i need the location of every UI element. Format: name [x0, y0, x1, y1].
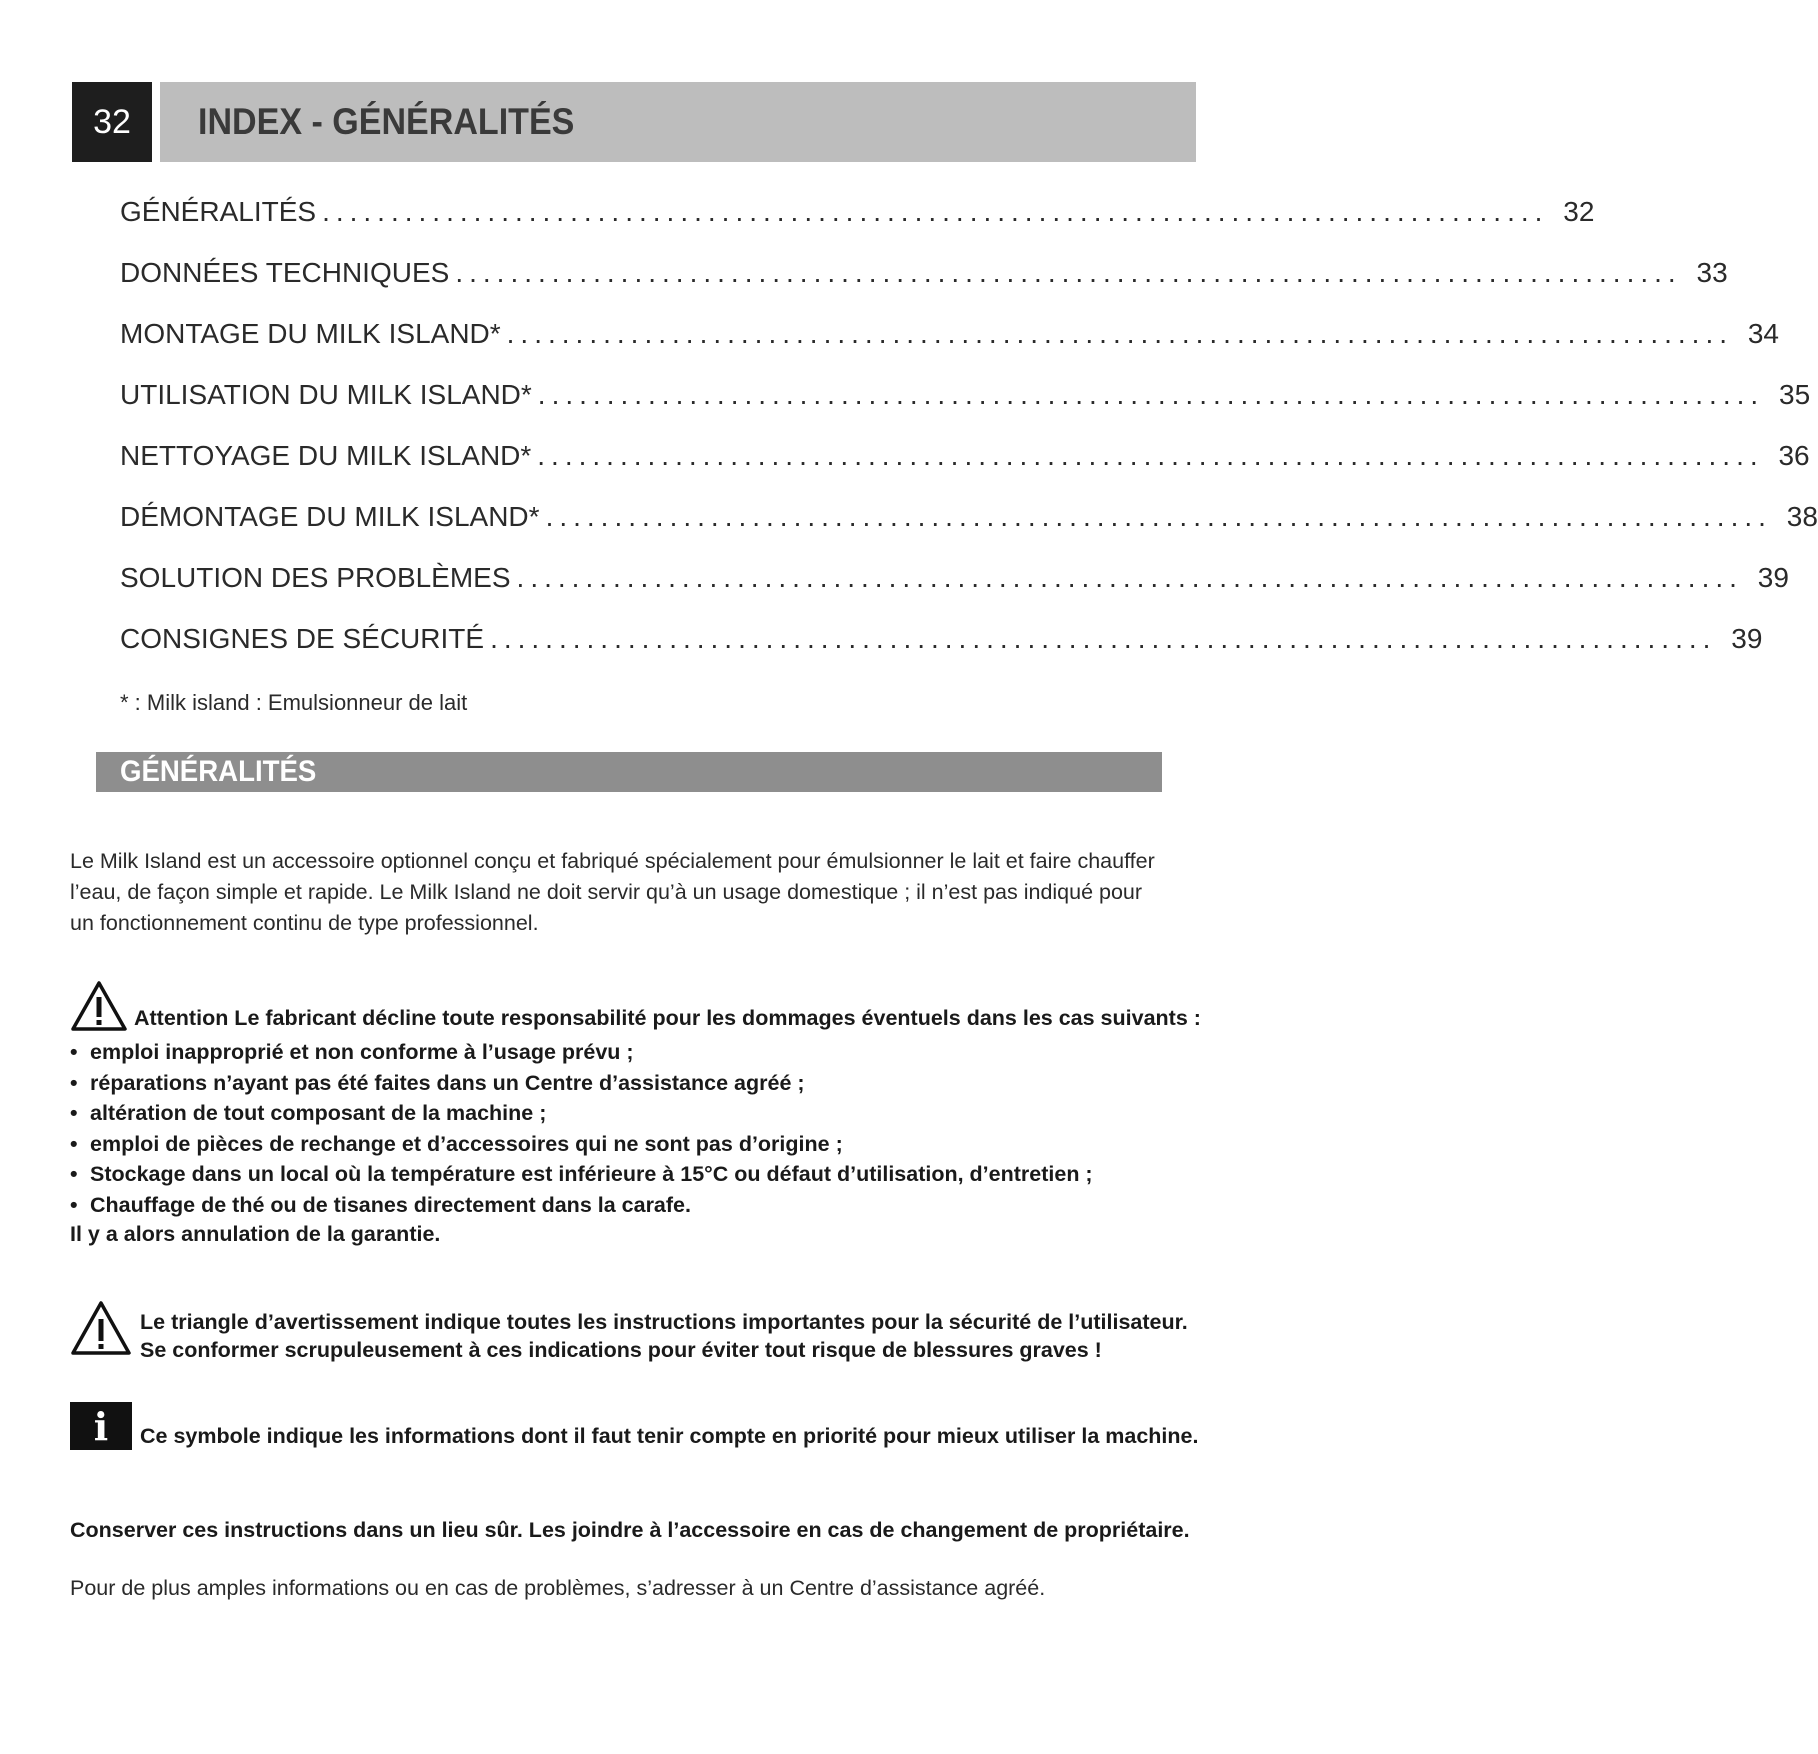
toc-entry[interactable] [120, 196, 1595, 257]
toc-label: MONTAGE DU MILK ISLAND* [120, 318, 501, 349]
toc-entry[interactable] [120, 623, 1763, 684]
toc-entry[interactable] [120, 257, 1728, 318]
keep-instructions-note: Conserver ces instructions dans un lieu sûr. Les joindre à l’accessoire en cas de changement de propriétaire. [70, 1518, 1190, 1542]
page-number: 32 [72, 82, 152, 162]
toc-leader: ......................................................................................... [490, 623, 1717, 654]
info-note [70, 1402, 1199, 1462]
page-title: INDEX - GÉNÉRALITÉS [198, 101, 575, 142]
warning-triangle-icon [70, 1300, 132, 1356]
header-bar [160, 82, 1196, 162]
info-icon: i [70, 1402, 132, 1450]
toc-label: NETTOYAGE DU MILK ISLAND* [120, 440, 532, 471]
toc-leader: ......................................................................................... [516, 562, 1743, 593]
toc-label: UTILISATION DU MILK ISLAND* [120, 379, 532, 410]
toc-page: 35 [1779, 379, 1811, 410]
toc-page: 36 [1778, 440, 1810, 471]
toc-entry[interactable] [120, 440, 1810, 501]
list-item: • emploi inapproprié et non conforme à l’usage prévu ; [70, 1040, 1093, 1071]
list-item: • Chauffage de thé ou de tisanes directement dans la carafe. [70, 1193, 1093, 1224]
list-item: • Stockage dans un local où la température est inférieure à 15°C ou défaut d’utilisation, d’entretien ; [70, 1162, 1093, 1193]
warning-list [70, 1040, 1093, 1223]
list-item: • emploi de pièces de rechange et d’accessoires qui ne sont pas d’origine ; [70, 1132, 1093, 1163]
toc-page: 34 [1747, 318, 1780, 349]
toc-leader: ......................................................................................... [506, 318, 1734, 349]
toc-label: GÉNÉRALITÉS [120, 196, 317, 227]
toc-page: 38 [1786, 501, 1818, 532]
toc-label: SOLUTION DES PROBLÈMES [120, 562, 511, 593]
triangle-note-line: Se conformer scrupuleusement à ces indications pour éviter tout risque de blessures graves ! [140, 1338, 1102, 1362]
table-of-contents [120, 196, 1818, 684]
warning-footer: Il y a alors annulation de la garantie. [70, 1222, 441, 1246]
toc-label: DÉMONTAGE DU MILK ISLAND* [120, 501, 540, 532]
warning-title: Attention Le fabricant décline toute responsabilité pour les dommages éventuels dans les cas suivants : [134, 1006, 1201, 1030]
toc-page: 39 [1757, 562, 1789, 593]
triangle-note-line: Le triangle d’avertissement indique toutes les instructions importantes pour la sécurité de l’utilisateur. [140, 1310, 1188, 1334]
list-item: • réparations n’ayant pas été faites dans un Centre d’assistance agréé ; [70, 1071, 1093, 1102]
triangle-note [70, 1300, 1188, 1370]
toc-page: 39 [1731, 623, 1763, 654]
triangle-note-text [140, 1308, 1188, 1364]
toc-entry[interactable] [120, 318, 1780, 379]
toc-entry[interactable] [120, 379, 1811, 440]
contact-note: Pour de plus amples informations ou en cas de problèmes, s’adresser à un Centre d’assistance agréé. [70, 1576, 1046, 1600]
toc-page: 32 [1563, 196, 1595, 227]
toc-leader: ......................................................................................... [537, 379, 1765, 410]
section-title: GÉNÉRALITÉS [120, 755, 317, 788]
toc-label: DONNÉES TECHNIQUES [120, 257, 450, 288]
warning-triangle-icon [70, 980, 128, 1032]
intro-paragraph: Le Milk Island est un accessoire optionnel conçu et fabriqué spécialement pour émulsionner le lait et faire chauffer l’eau, de façon simple et rapide. Le Milk Island ne doit servir qu’à un usage domestique ; il n’est pas indiqué pour un fonctionnement continu de type professionnel. [70, 849, 1155, 935]
toc-page: 33 [1696, 257, 1728, 288]
toc-label: CONSIGNES DE SÉCURITÉ [120, 623, 485, 654]
toc-entry[interactable] [120, 562, 1789, 623]
info-note-text: Ce symbole indique les informations dont il faut tenir compte en priorité pour mieux utiliser la machine. [140, 1424, 1199, 1448]
list-item: • altération de tout composant de la machine ; [70, 1101, 1093, 1132]
toc-entry[interactable] [120, 501, 1818, 562]
toc-leader: ......................................................................................... [537, 440, 1764, 471]
section-header [96, 752, 1162, 792]
toc-leader: ......................................................................................... [322, 196, 1549, 227]
toc-footnote: * : Milk island : Emulsionneur de lait [120, 690, 468, 715]
toc-leader: ......................................................................................... [455, 257, 1682, 288]
toc-leader: ......................................................................................... [545, 501, 1772, 532]
